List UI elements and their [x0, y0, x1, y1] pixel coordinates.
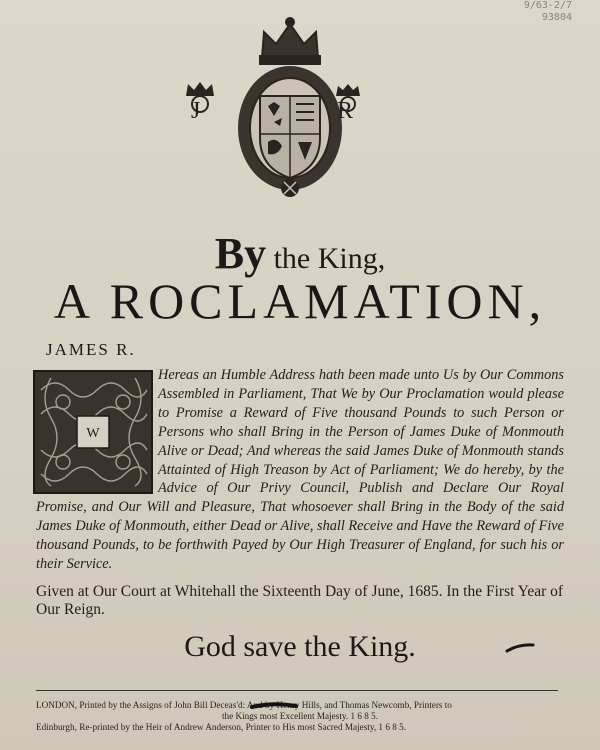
- imprint-line-london: LONDON, Printed by the Assigns of John Bill Deceas'd: And by Henry Hills, and Thomas Newcomb, Printers to: [36, 700, 452, 710]
- proclamation-body-text: Hereas an Humble Address hath been made unto Us by Our Commons Assembled in Parliament, That We by Our Proclamation would please to Promise a Reward of Five thousand Pounds to such Person or Persons who shall Bring in the Person of James Duke of Monmouth Alive or Dead; And whereas the said James Duke of Monmouth stands Attainted of High Treason by Act of Parliament; We do hereby, by the Advice of Our Privy Council, Publish and Declare Our Royal Promise, and Our Will and Pleasure, That whosoever shall Bring in the Body of the said James Duke of Monmouth, either Dead or Alive, shall Receive and Have the Reward of Five thousand Pounds, to be forthwith Payed by Our High Treasurer of England, for such his or their Service.: [36, 367, 564, 573]
- the-king-word: the King,: [273, 242, 386, 275]
- archive-reference-line1: 9/63-2/7: [523, 0, 572, 11]
- given-at-court-statement: Given at Our Court at Whitehall the Sixteenth Day of June, 1685. In the First Year of Our Reign.: [36, 583, 564, 618]
- footer-rule: [36, 690, 558, 691]
- archive-reference: [524, 0, 572, 24]
- imprint-line-edinburgh: Edinburgh, Re-printed by the Heir of Andrew Anderson, Printer to His most Sacred Majesty, 1 6 8 5.: [36, 722, 406, 732]
- god-save-the-king: God save the King.: [184, 630, 416, 663]
- by-word: By: [214, 229, 267, 278]
- crest-initial-left: J: [191, 98, 201, 124]
- ink-strikethrough-mark-icon: [250, 701, 298, 711]
- printer-imprint: [36, 700, 564, 733]
- archive-reference-line2: 93804: [541, 12, 572, 23]
- drop-cap-space: [36, 366, 156, 492]
- royal-signature-line: JAMES R.: [46, 340, 136, 359]
- crest-initial-right: R: [337, 98, 354, 124]
- proclamation-body: [36, 366, 564, 574]
- proclamation-title: A ROCLAMATION,: [53, 273, 547, 329]
- imprint-line-majesty: the Kings most Excellent Majesty. 1 6 8 5.: [221, 711, 379, 721]
- ink-stroke-mark-icon: [505, 642, 535, 654]
- royal-coat-of-arms-icon: [180, 10, 400, 200]
- drop-cap-letter: W: [86, 426, 100, 441]
